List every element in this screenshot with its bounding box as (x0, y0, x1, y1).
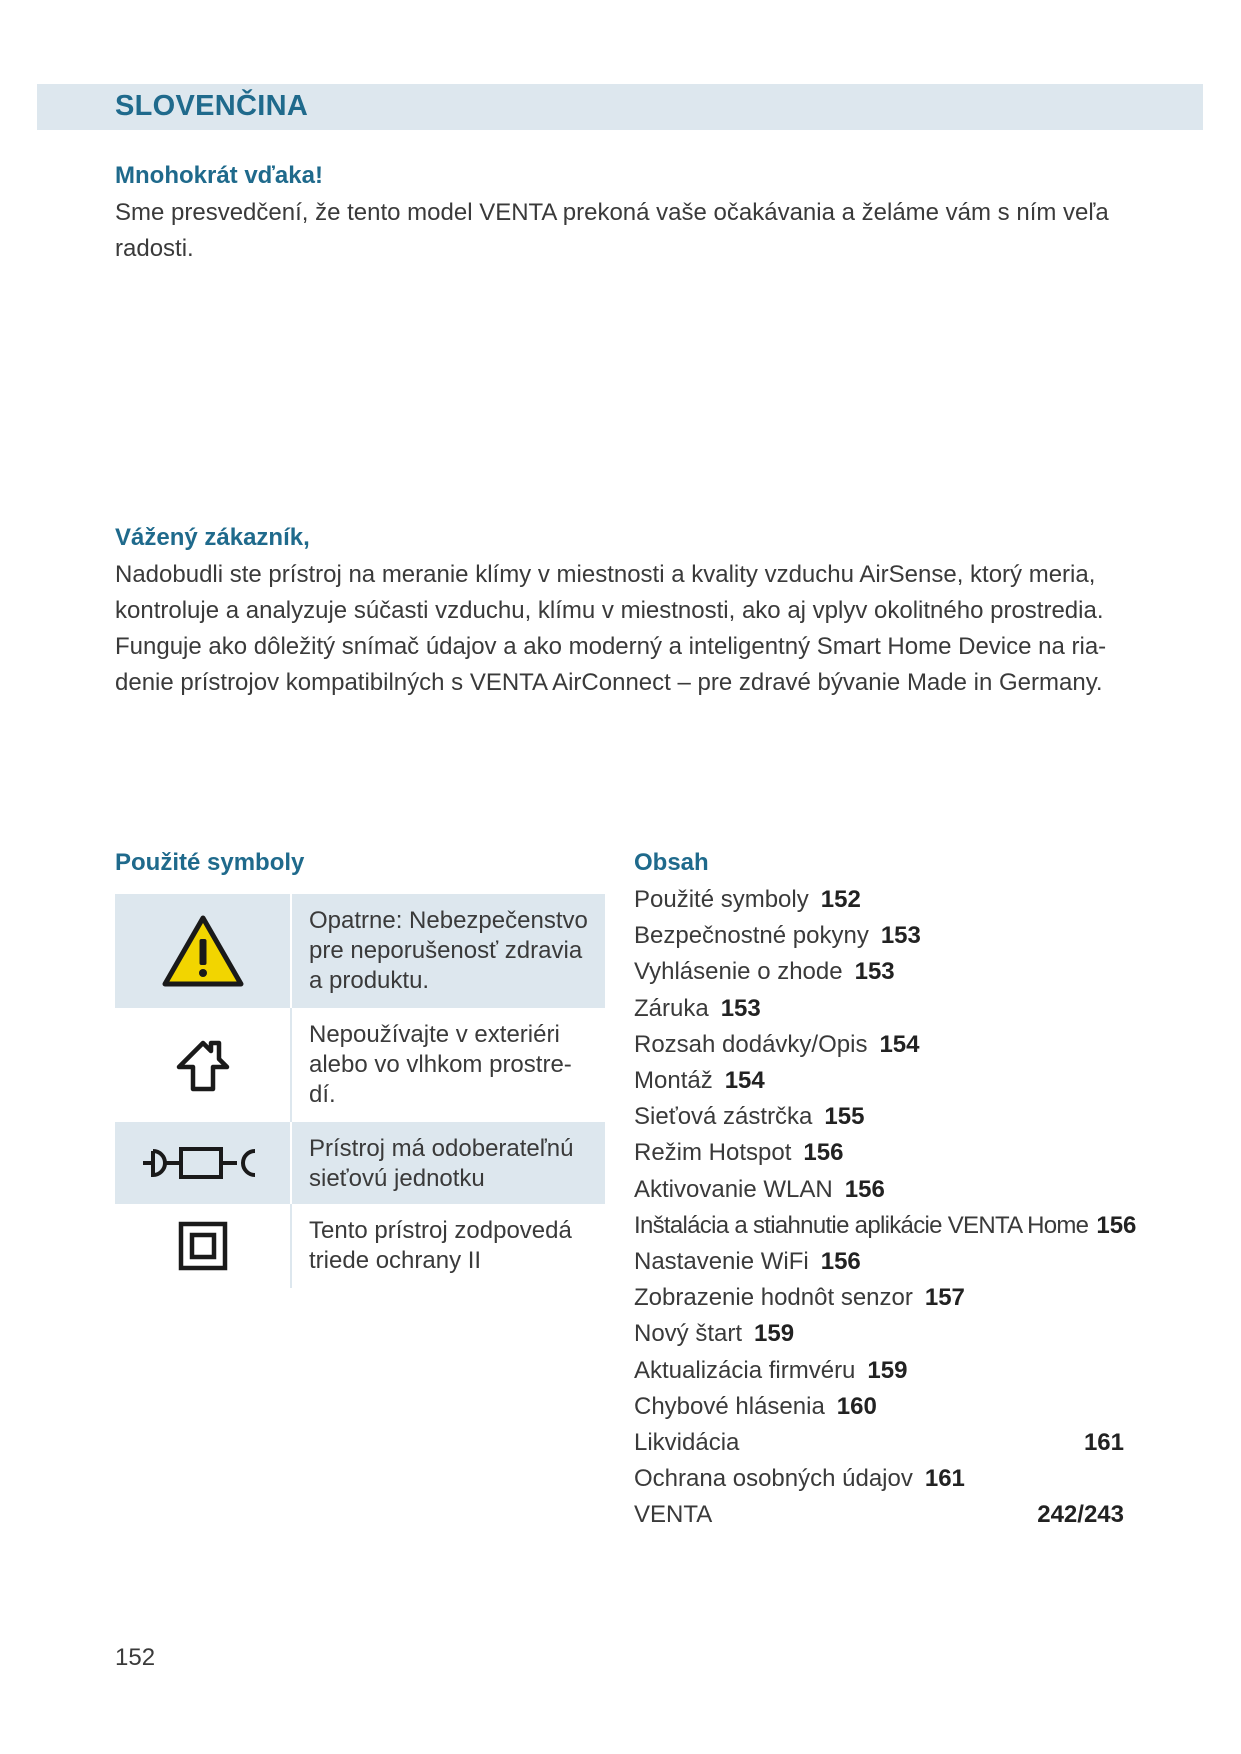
toc-page: 154 (879, 1030, 920, 1058)
toc-entry[interactable] (634, 1172, 1124, 1208)
toc-page: 155 (824, 1103, 865, 1131)
symbol-row (115, 894, 605, 1008)
toc-entry[interactable] (634, 1316, 1124, 1352)
symbol-description (292, 894, 605, 1008)
toc-page: 161 (1083, 1429, 1124, 1457)
customer-line: Nadobudli ste prístroj na meranie klímy v miestnosti a kvality vzduchu AirSense, ktorý meria, (115, 561, 1096, 588)
toc-title: Likvidácia (634, 1429, 740, 1457)
customer-heading: Vážený zákazník, (115, 524, 310, 551)
toc-page: 154 (724, 1067, 765, 1095)
thanks-line: radosti. (115, 235, 194, 262)
toc-entry[interactable] (634, 1244, 1124, 1280)
symbol-line: Tento prístroj zodpovedá (309, 1217, 572, 1244)
toc-entry[interactable] (634, 1135, 1124, 1171)
toc-entry[interactable] (634, 918, 1124, 954)
symbol-description (292, 1122, 605, 1204)
toc-page: 156 (844, 1175, 885, 1203)
toc-title: Bezpečnostné pokyny (634, 922, 869, 950)
customer-line: kontroluje a analyzuje súčasti vzduchu, klímu v miestnosti, ako aj vplyv okolitného prostredia. (115, 597, 1104, 624)
toc-page: 153 (854, 958, 895, 986)
toc-page: 160 (836, 1392, 877, 1420)
toc-page: 152 (820, 886, 861, 913)
toc-title: Nastavenie WiFi (634, 1248, 809, 1276)
toc-entry[interactable] (634, 1497, 1124, 1533)
thanks-heading: Mnohokrát vďaka! (115, 162, 323, 189)
symbol-description (292, 1204, 605, 1288)
toc-title: Montáž (634, 1067, 713, 1095)
toc-entry[interactable] (634, 1027, 1124, 1063)
toc-entry[interactable] (634, 1461, 1124, 1497)
language-header-bar (37, 84, 1203, 130)
toc-page: 156 (803, 1139, 844, 1167)
customer-line: denie prístrojov kompatibilných s VENTA AirConnect – pre zdravé bývanie Made in Germany. (115, 669, 1103, 696)
symbol-line: pre neporušenosť zdravia (309, 937, 583, 964)
toc-title: Použité symboly (634, 886, 809, 913)
toc-title: Záruka (634, 994, 709, 1022)
toc-title: VENTA (634, 1501, 713, 1529)
symbol-row (115, 1122, 605, 1204)
customer-line: Funguje ako dôležitý snímač údajov a ako moderný a inteligentný Smart Home Device na ria- (115, 633, 1107, 660)
toc-page: 153 (880, 922, 921, 950)
toc-title: Režim Hotspot (634, 1139, 792, 1167)
toc-page: 242/243 (1037, 1501, 1124, 1529)
symbol-row (115, 1204, 605, 1288)
toc-entry[interactable] (634, 882, 1124, 918)
toc-title: Aktivovanie WLAN (634, 1175, 833, 1203)
thanks-line: Sme presvedčení, že tento model VENTA prekoná vaše očakávania a želáme vám s ním veľa (115, 199, 1109, 226)
toc-title: Aktualizácia firmvéru (634, 1356, 856, 1384)
warning-triangle-icon (115, 894, 292, 1008)
symbols-table (115, 894, 605, 1288)
symbol-row (115, 1008, 605, 1122)
toc-title: Sieťová zástrčka (634, 1103, 813, 1131)
toc-page: 157 (924, 1284, 965, 1312)
symbol-description (292, 1008, 605, 1122)
toc-title: Nový štart (634, 1320, 743, 1348)
toc-list (634, 882, 1137, 1534)
toc-title: Inštalácia a stiahnutie aplikácie VENTA Home (634, 1211, 1089, 1239)
toc-page: 159 (867, 1356, 908, 1384)
page-number: 152 (115, 1644, 156, 1671)
toc-entry[interactable] (634, 1353, 1124, 1389)
toc-title: Zobrazenie hodnôt senzor (634, 1284, 913, 1312)
customer-paragraph (115, 557, 1106, 701)
symbol-line: dí. (309, 1081, 336, 1108)
protection-class-ii-icon (115, 1204, 292, 1288)
toc-entry[interactable] (634, 1208, 1137, 1244)
symbols-heading: Použité symboly (115, 849, 305, 876)
toc-title: Chybové hlásenia (634, 1392, 825, 1420)
symbol-line: alebo vo vlhkom prostre- (309, 1051, 572, 1078)
toc-entry[interactable] (634, 1389, 1124, 1425)
toc-entry[interactable] (634, 1425, 1124, 1461)
symbol-line: a produktu. (309, 967, 430, 994)
toc-entry[interactable] (634, 954, 1124, 990)
detachable-power-unit-icon (115, 1122, 292, 1204)
toc-entry[interactable] (634, 1063, 1124, 1099)
toc-entry[interactable] (634, 1099, 1124, 1135)
symbol-line: sieťovú jednotku (309, 1165, 485, 1192)
indoor-use-house-icon (115, 1008, 292, 1122)
toc-page: 156 (1096, 1211, 1137, 1239)
toc-title: Ochrana osobných údajov (634, 1465, 913, 1493)
toc-page: 161 (924, 1465, 965, 1493)
toc-page: 159 (754, 1320, 795, 1348)
language-title: SLOVENČINA (115, 90, 309, 122)
symbol-line: Prístroj má odoberateľnú (309, 1135, 574, 1162)
toc-entry[interactable] (634, 991, 1124, 1027)
toc-entry[interactable] (634, 1280, 1124, 1316)
toc-title: Vyhlásenie o zhode (634, 958, 843, 986)
symbol-line: Nepoužívajte v exteriéri (309, 1021, 560, 1048)
symbol-line: Opatrne: Nebezpečenstvo (309, 907, 588, 934)
toc-page: 153 (720, 994, 761, 1022)
toc-heading: Obsah (634, 849, 709, 876)
toc-title: Rozsah dodávky/Opis (634, 1030, 868, 1058)
toc-page: 156 (820, 1248, 861, 1276)
thanks-paragraph (115, 195, 1109, 267)
symbol-line: triede ochrany II (309, 1247, 482, 1274)
